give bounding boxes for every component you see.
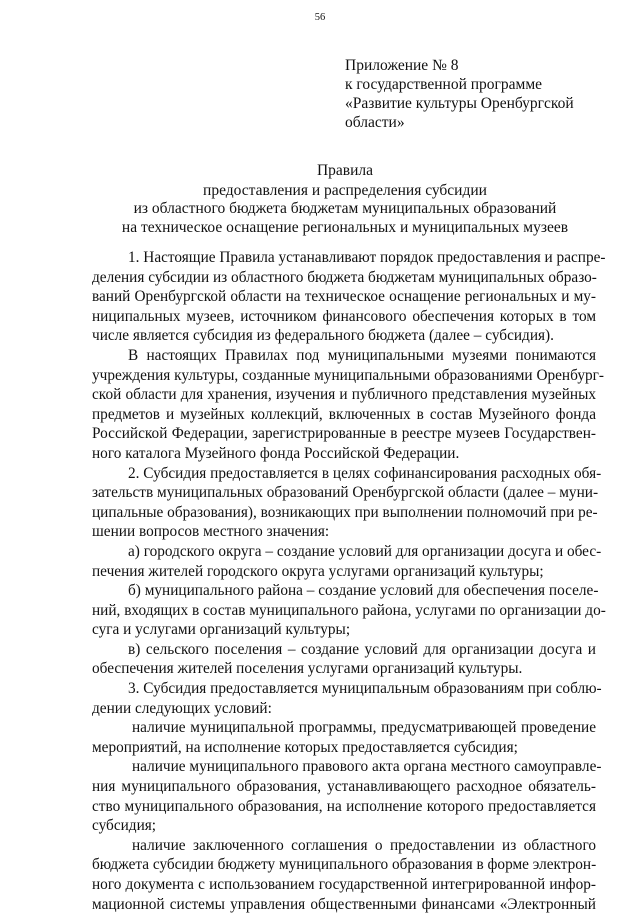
body-line: шении вопросов местного значения: — [92, 523, 330, 541]
appendix-reference — [345, 56, 574, 132]
body-line: мационной системы управления общественными финансами «Электронный — [92, 895, 596, 913]
appendix-line: Приложение № 8 — [345, 57, 459, 74]
body-line: 1. Настоящие Правила устанавливают порядок предоставления и распре- — [128, 249, 606, 266]
body-line: ской области для хранения, изучения и публичного представления музейных — [92, 386, 596, 404]
body-line: наличие муниципальной программы, предусматривающей проведение — [132, 719, 596, 737]
body-line: дении следующих условий: — [92, 699, 272, 717]
body-line: учреждения культуры, созданные муниципальными образованиями Оренбург- — [92, 366, 604, 384]
body-line: бюджета субсидии бюджету муниципального образования в форме электрон- — [92, 856, 597, 874]
body-line: ниципальных музеев, источником финансового обеспечения которых в том — [92, 307, 596, 325]
title-heading: Правила — [316, 162, 374, 179]
title-line: из областного бюджета бюджетам муниципальных образований — [133, 200, 557, 217]
body-text — [92, 248, 606, 914]
body-line: ваний Оренбургской области на техническое оснащение региональных и му- — [92, 288, 596, 306]
title-line: на техническое оснащение региональных и муниципальных музеев — [121, 218, 569, 236]
body-line: 3. Субсидия предоставляется муниципальным образованиям при соблю- — [128, 680, 602, 698]
body-line: суга и услугами организаций культуры; — [92, 621, 351, 639]
appendix-line: области» — [345, 114, 405, 131]
body-line: ния муниципального образования, устанавливающего расходное обязатель- — [92, 778, 596, 796]
body-line: б) муниципального района – создание условий для обеспечения поселе- — [128, 582, 599, 600]
document-title — [0, 162, 640, 237]
body-line: печения жителей городского округа услугами организаций культуры; — [92, 562, 544, 580]
body-line: субсидия; — [92, 817, 157, 835]
body-line: ство муниципального образования, на исполнение которого предоставляется — [92, 797, 596, 815]
body-line: ний, входящих в состав муниципального района, услугами по организации до- — [92, 601, 606, 619]
body-line: обеспечения жителей поселения услугами организаций культуры. — [92, 660, 523, 678]
body-line: мероприятий, на исполнение которых предоставляется субсидия; — [92, 738, 518, 756]
title-line: предоставления и распределения субсидии — [203, 181, 487, 199]
appendix-line: «Развитие культуры Оренбургской — [345, 95, 574, 112]
page-number: 56 — [314, 12, 326, 23]
body-line: числе является субсидия из федерального бюджета (далее – субсидия). — [92, 327, 554, 345]
body-line: Российской Федерации, зарегистрированные в реестре музеев Государствен- — [92, 425, 596, 443]
body-line: наличие муниципального правового акта органа местного самоуправле- — [132, 758, 602, 776]
body-line: ного документа с использованием государственной интегрированной инфор- — [92, 876, 596, 893]
body-line: деления субсидии из областного бюджета бюджетам муниципальных образо- — [92, 268, 597, 286]
body-line: наличие заключенного соглашения о предоставлении из областного — [132, 836, 596, 854]
body-line: в) сельского поселения – создание условий для организации досуга и — [128, 640, 596, 658]
body-line: 2. Субсидия предоставляется в целях софинансирования расходных обя- — [128, 464, 602, 482]
body-line: предметов и музейных коллекций, включенных в состав Музейного фонда — [92, 405, 596, 423]
body-line: В настоящих Правилах под муниципальными музеями понимаются — [128, 346, 596, 364]
body-line: ципальные образования), возникающих при выполнении полномочий при ре- — [92, 503, 598, 521]
appendix-line: к государственной программе — [345, 76, 543, 93]
body-line: зательств муниципальных образований Оренбургской области (далее – муни- — [92, 484, 599, 502]
body-line: ного каталога Музейного фонда Российской Федерации. — [92, 444, 460, 462]
body-line: а) городского округа – создание условий для организации досуга и обес- — [128, 542, 602, 560]
